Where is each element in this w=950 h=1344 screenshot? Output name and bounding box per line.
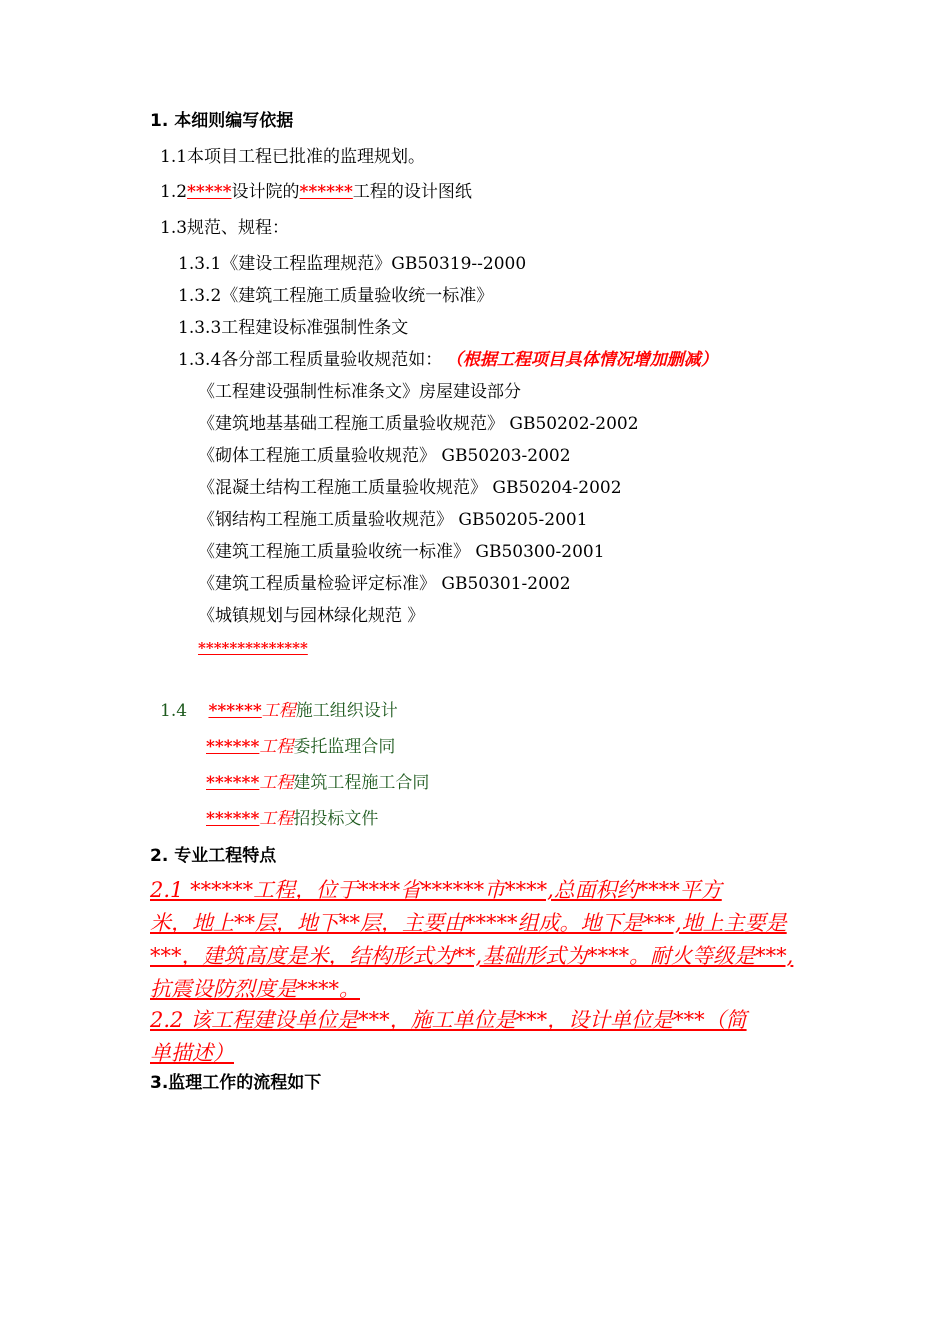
item-1-4-proj: 工程 (261, 701, 296, 721)
code-item-2: 《建筑地基基础工程施工质量验收规范》 GB50202-2002 (198, 414, 639, 434)
item-1-4-c-stars: ****** (206, 773, 260, 793)
item-1-3: 1.3规范、规程： (160, 218, 290, 238)
item-1-3-1: 1.3.1《建设工程监理规范》GB50319--2000 (178, 254, 527, 274)
code-item-8: 《城镇规划与园林绿化规范 》 (198, 606, 425, 626)
code-item-1: 《工程建设强制性标准条文》房屋建设部分 (198, 382, 521, 402)
code-item-7: 《建筑工程质量检验评定标准》 GB50301-2002 (198, 574, 571, 594)
code-item-6: 《建筑工程施工质量验收统一标准》 GB50300-2001 (198, 542, 605, 562)
item-1-4-d-text: 招投标文件 (293, 809, 379, 829)
item-1-4-d (206, 808, 378, 830)
item-1-2-number: 1.2 (160, 182, 188, 202)
item-1-4-b-proj: 工程 (259, 737, 294, 757)
item-1-4-d-proj: 工程 (259, 809, 294, 829)
placeholder-stars-line: ************** (198, 639, 308, 657)
paragraph-1-line-4: 抗震设防烈度是****。 (150, 977, 360, 1001)
item-1-4-c-proj: 工程 (259, 773, 294, 793)
section-2-paragraph-1 (150, 874, 850, 1006)
item-1-3-3: 1.3.3工程建设标准强制性条文 (178, 318, 409, 338)
item-1-4-d-stars: ****** (206, 809, 260, 829)
item-1-4 (160, 700, 398, 722)
item-1-2-text-b: 工程的设计图纸 (352, 182, 472, 202)
paragraph-2-line-1: 2.2 该工程建设单位是***，施工单位是***，设计单位是***（简 (150, 1008, 747, 1032)
code-item-4: 《混凝土结构工程施工质量验收规范》 GB50204-2002 (198, 478, 622, 498)
section-2-paragraph-2 (150, 1004, 850, 1070)
item-1-3-4-text: 1.3.4各分部工程质量验收规范如： (178, 350, 443, 370)
item-1-3-4-note: （根据工程项目具体情况增加删减） (454, 350, 718, 370)
item-1-4-b-stars: ****** (206, 737, 260, 757)
paragraph-1-line-3: ***，建筑高度是米，结构形式为**,基础形式为****。耐火等级是***, (150, 944, 794, 968)
item-1-4-b (206, 736, 395, 758)
item-1-2-stars-b: ****** (299, 182, 353, 202)
section-2-heading: 2. 专业工程特点 (150, 846, 277, 866)
code-item-3: 《砌体工程施工质量验收规范》 GB50203-2002 (198, 446, 571, 466)
item-1-4-c (206, 772, 429, 794)
item-1-2-text-a: 设计院的 (231, 182, 300, 202)
section-1-heading: 1. 本细则编写依据 (150, 111, 294, 131)
item-1-2 (160, 181, 472, 203)
paragraph-1-line-1: 2.1 ******工程，位于****省******市****,总面积约****平方 (150, 878, 722, 902)
item-1-4-c-text: 建筑工程施工合同 (293, 773, 430, 793)
item-1-4-text: 施工组织设计 (295, 701, 398, 721)
paragraph-2-line-2: 单描述） (150, 1041, 234, 1065)
code-item-5: 《钢结构工程施工质量验收规范》 GB50205-2001 (198, 510, 588, 530)
item-1-3-4 (178, 349, 718, 371)
item-1-4-b-text: 委托监理合同 (293, 737, 396, 757)
item-1-3-2: 1.3.2《建筑工程施工质量验收统一标准》 (178, 286, 494, 306)
paragraph-1-line-2: 米，地上**层，地下**层，主要由*****组成。地下是***,地上主要是 (150, 911, 787, 935)
section-3-heading: 3.监理工作的流程如下 (150, 1073, 322, 1093)
item-1-2-stars-a: ***** (187, 182, 232, 202)
item-1-1: 1.1本项目工程已批准的监理规划。 (160, 147, 426, 167)
item-1-4-number: 1.4 (160, 701, 188, 721)
item-1-4-stars: ****** (208, 701, 262, 721)
